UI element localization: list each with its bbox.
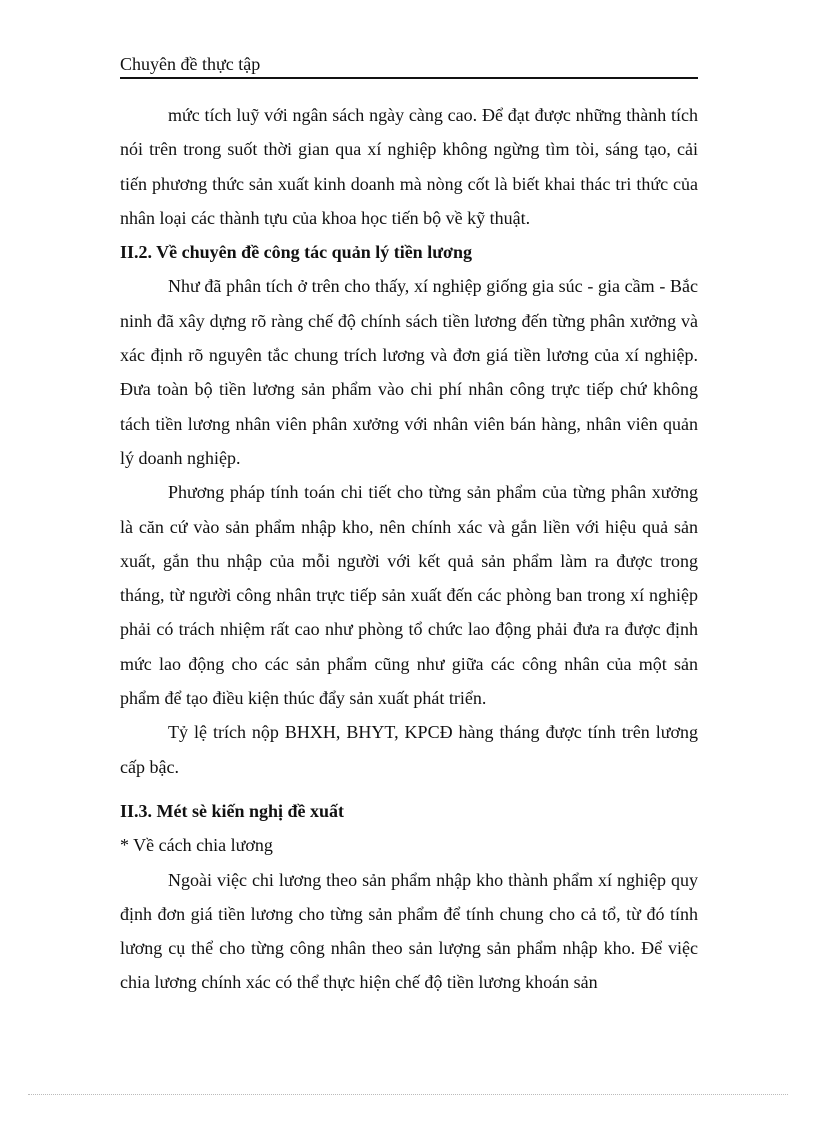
paragraph-insurance-rate: Tỷ lệ trích nộp BHXH, BHYT, KPCĐ hàng tháng được tính trên lương cấp bậc. xyxy=(120,722,698,777)
body-text xyxy=(120,98,698,1000)
section-heading-ii-3: II.3. Mét sè kiến nghị đề xuất xyxy=(120,800,345,821)
subsection-salary-division: * Về cách chia lương xyxy=(120,835,273,856)
paragraph-calculation-method: Phương pháp tính toán chi tiết cho từng sản phẩm của từng phân xưởng là căn cứ vào sản phẩm nhập kho, nên chính xác và gắn liền với hiệu quả sản xuất, gắn thu nhập của mỗi người với kết quả sản phẩm làm ra được trong tháng, từ người công nhân trực tiếp sản xuất đến các phòng ban trong xí nghiệp phải có trách nhiệm rất cao như phòng tổ chức lao động phải đưa ra được định mức lao động cho các sản phẩm cũng như giữa các công nhân của một sản phẩm để tạo điều kiện thúc đẩy sản xuất phát triển. xyxy=(120,482,698,709)
section-heading-ii-2: II.2. Về chuyên đề công tác quản lý tiền lương xyxy=(120,242,472,263)
paragraph-salary-policy: Như đã phân tích ở trên cho thấy, xí nghiệp giống gia súc - gia cầm - Bắc ninh đã xây dựng rõ ràng chế độ chính sách tiền lương đến từng phân xưởng và xác định rõ nguyên tắc chung trích lương và đơn giá tiền lương của xí nghiệp. Đưa toàn bộ tiền lương sản phẩm vào chi phí nhân công trực tiếp chứ không tách tiền lương nhân viên phân xưởng với nhân viên bán hàng, nhân viên quản lý doanh nghiệp. xyxy=(120,276,698,468)
paragraph-intro-continuation: mức tích luỹ với ngân sách ngày càng cao. Để đạt được những thành tích nói trên trong suốt thời gian qua xí nghiệp không ngừng tìm tòi, sáng tạo, cải tiến phương thức sản xuất kinh doanh mà nòng cốt là biết khai thác tri thức của nhân loại các thành tựu của khoa học tiến bộ về kỹ thuật. xyxy=(120,105,698,228)
running-header: Chuyên đề thực tập xyxy=(120,52,698,79)
paragraph-salary-division: Ngoài việc chi lương theo sản phẩm nhập kho thành phẩm xí nghiệp quy định đơn giá tiền lương cho từng sản phẩm để tính chung cho cả tổ, từ đó tính lương cụ thể cho từng công nhân theo sản lượng sản phẩm nhập kho. Để việc chia lương chính xác có thể thực hiện chế độ tiền lương khoán sản xyxy=(120,869,698,993)
footer-dotted-rule xyxy=(28,1094,788,1095)
